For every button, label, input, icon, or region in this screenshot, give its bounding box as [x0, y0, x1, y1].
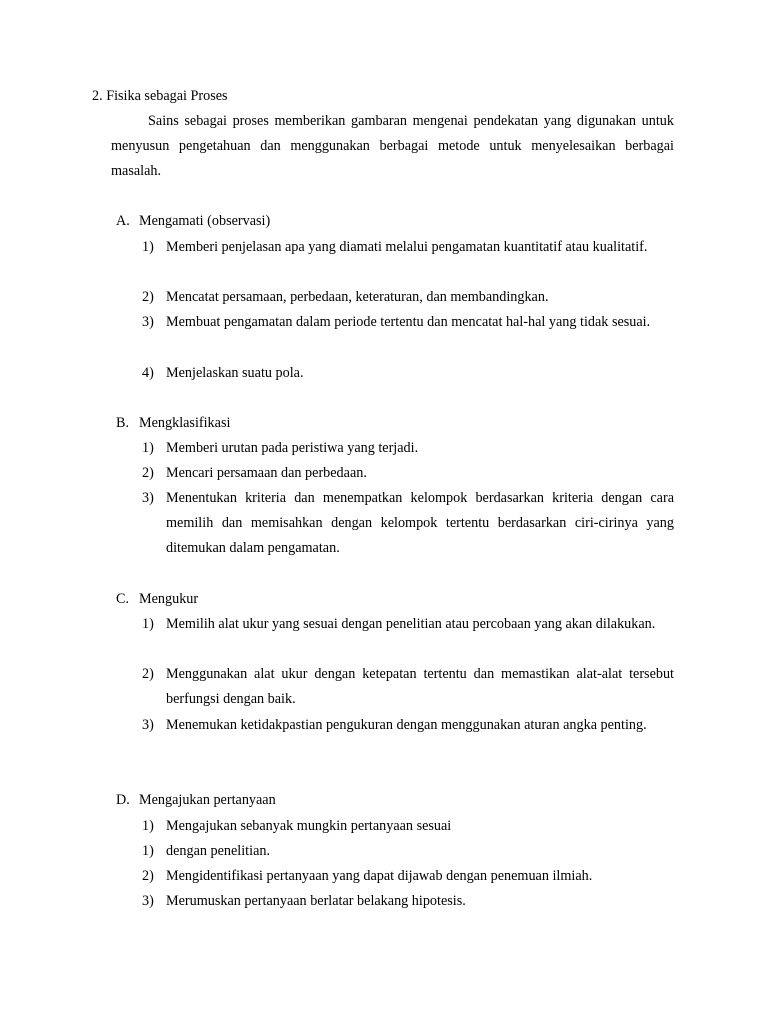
- item-text: Memberi urutan pada peristiwa yang terjadi.: [166, 440, 419, 456]
- list-item: [142, 839, 674, 864]
- item-text: Menggunakan alat ukur dengan ketepatan tertentu dan memastikan alat-alat tersebut berfungsi dengan baik.: [166, 666, 674, 708]
- item-number: 1): [142, 239, 154, 255]
- item-text: Menjelaskan suatu pola.: [166, 365, 304, 381]
- item-text: Memberi penjelasan apa yang diamati melalui pengamatan kuantitatif atau kualitatif.: [166, 239, 648, 255]
- list-item: [142, 361, 674, 386]
- item-number: 3): [142, 314, 154, 330]
- item-number: 1): [142, 616, 154, 632]
- list-item: [142, 814, 674, 839]
- group-title: Mengukur: [139, 591, 199, 607]
- item-text: Mengajukan sebanyak mungkin pertanyaan sesuai: [166, 818, 452, 834]
- list-item: [142, 235, 674, 260]
- item-number: 2): [142, 289, 154, 305]
- item-text: Membuat pengamatan dalam periode tertentu dan mencatat hal-hal yang tidak sesuai.: [166, 314, 651, 330]
- group-title: Mengajukan pertanyaan: [139, 792, 276, 808]
- item-text: Menemukan ketidakpastian pengukuran dengan menggunakan aturan angka penting.: [166, 717, 647, 733]
- list-item: [142, 285, 674, 310]
- item-text: Mencari persamaan dan perbedaan.: [166, 465, 367, 481]
- group-d-heading: [116, 788, 276, 813]
- group-b-heading: [116, 411, 230, 436]
- list-item: [142, 310, 674, 335]
- group-letter: C.: [116, 591, 130, 607]
- list-item: [142, 461, 674, 486]
- item-text: Mencatat persamaan, perbedaan, keteraturan, dan membandingkan.: [166, 289, 549, 305]
- group-letter: B.: [116, 415, 130, 431]
- list-item: [142, 713, 674, 738]
- item-number: 2): [142, 666, 154, 682]
- item-number: 1): [142, 440, 154, 456]
- group-a-heading: [116, 209, 270, 234]
- item-text: Menentukan kriteria dan menempatkan kelompok berdasarkan kriteria dengan cara memilih dan memisahkan dengan kelompok tertentu berdasarkan ciri-cirinya yang ditemukan dalam pengamatan.: [166, 490, 674, 557]
- item-number: 4): [142, 365, 154, 381]
- item-number: 3): [142, 893, 154, 909]
- list-item: [142, 436, 674, 461]
- item-text: Memilih alat ukur yang sesuai dengan penelitian atau percobaan yang akan dilakukan.: [166, 616, 656, 632]
- group-letter: A.: [116, 213, 130, 229]
- item-number: 1): [142, 818, 154, 834]
- group-c-heading: [116, 587, 198, 612]
- group-title: Mengklasifikasi: [139, 415, 231, 431]
- item-number: 3): [142, 717, 154, 733]
- item-number: 1): [142, 843, 154, 859]
- item-number: 3): [142, 490, 154, 506]
- item-text: Mengidentifikasi pertanyaan yang dapat dijawab dengan penemuan ilmiah.: [166, 868, 593, 884]
- item-text: dengan penelitian.: [166, 843, 271, 859]
- item-text: Merumuskan pertanyaan berlatar belakang hipotesis.: [166, 893, 466, 909]
- group-title: Mengamati (observasi): [139, 213, 271, 229]
- item-number: 2): [142, 868, 154, 884]
- item-number: 2): [142, 465, 154, 481]
- list-item: [142, 612, 674, 637]
- list-item: [142, 889, 674, 914]
- list-item: [142, 864, 674, 889]
- group-letter: D.: [116, 792, 130, 808]
- list-item: [142, 486, 674, 562]
- list-item: [142, 662, 674, 712]
- section-heading: 2. Fisika sebagai Proses: [92, 88, 228, 104]
- intro-paragraph: Sains sebagai proses memberikan gambaran mengenai pendekatan yang digunakan untuk menyusun pengetahuan dan menggunakan berbagai metode untuk menyelesaikan berbagai masalah.: [111, 113, 674, 180]
